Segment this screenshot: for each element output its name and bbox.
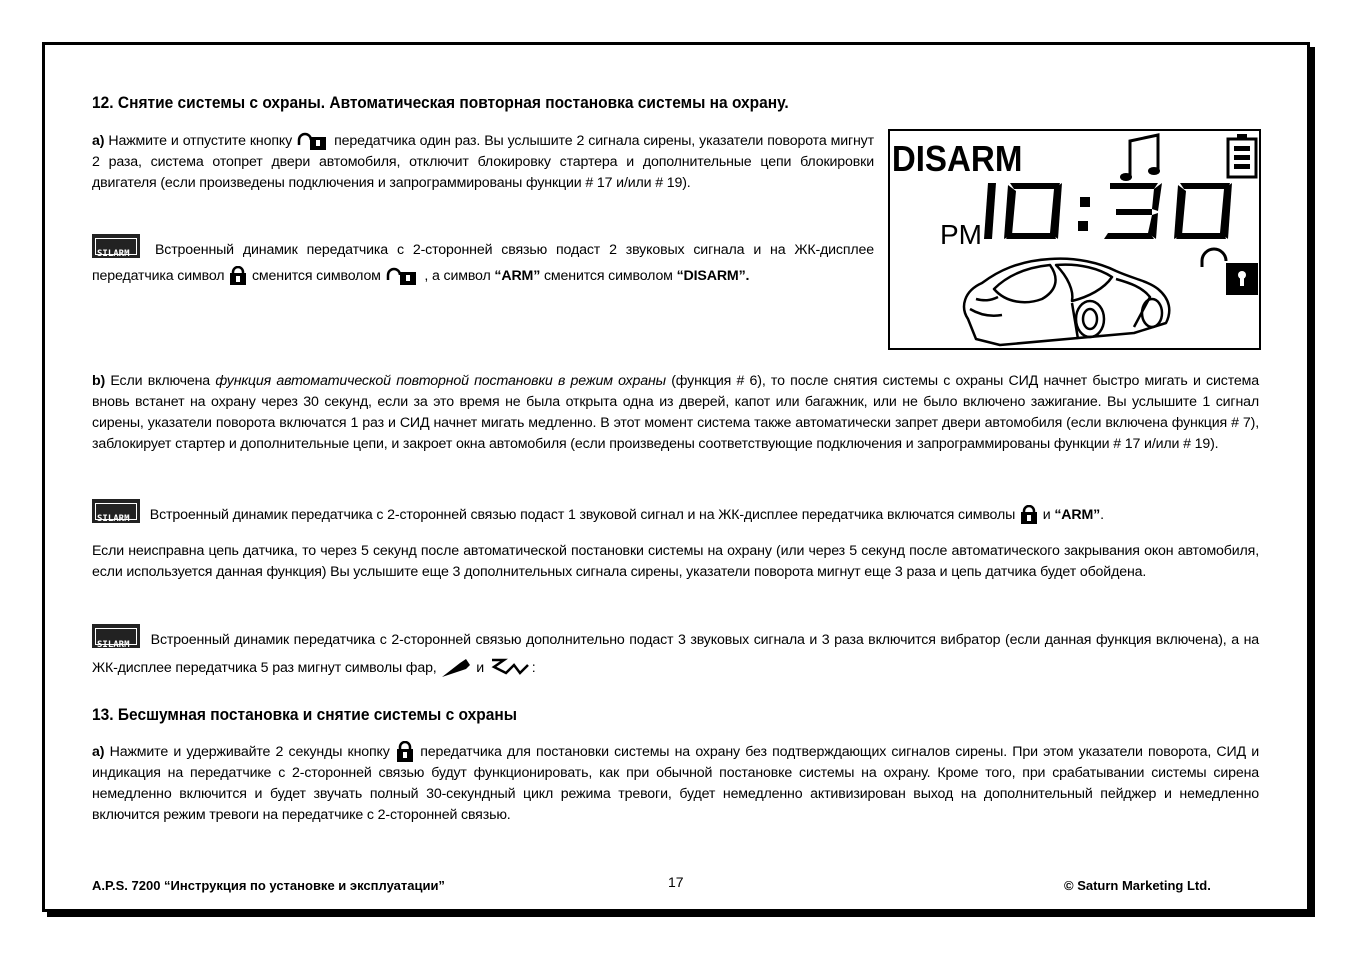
battery-icon	[1228, 134, 1256, 177]
text: Встроенный динамик передатчика с 2-сторонней связью подаст 1 звуковой сигнал и на ЖК-дисплее передатчика включатся символы	[149, 507, 1016, 523]
page-number: 17	[668, 874, 684, 890]
headlight-icon	[440, 657, 472, 679]
lcd-ampm: PM	[940, 219, 982, 250]
lock-icon	[395, 741, 415, 763]
section-13-a-paragraph	[92, 741, 1259, 826]
sensor-bypass-icon	[488, 657, 532, 679]
car-icon	[964, 259, 1169, 345]
text: Нажмите и удерживайте 2 секунды кнопку	[109, 743, 390, 760]
text: Если включена	[110, 373, 211, 389]
speaker-silarm-icon: SILARM	[92, 499, 140, 523]
label-b: b)	[92, 373, 106, 389]
music-note-icon	[1120, 135, 1160, 181]
italic-text: функция автоматической повторной постановки в режим охраны	[215, 373, 666, 389]
text: сменится символом	[251, 268, 381, 284]
text: и	[1042, 507, 1051, 523]
section-12-a-note	[92, 234, 874, 289]
unlock-icon	[296, 131, 330, 151]
text: передатчика один раз. Вы услышите 2 сигнала сирены, указатели поворота мигнут 2 раза, система отопрет двери автомобиля, отключит блокировку стартера и дополнительные цепи блокировки двигателя (если произведены подключения и запрограммированы функции # 17 и/или # 19).	[92, 133, 874, 191]
label-a: а)	[92, 743, 105, 760]
speaker-silarm-icon: SILARM	[92, 234, 140, 258]
lcd-status-text: DISARM	[891, 139, 1023, 180]
sensor-note	[92, 624, 1259, 682]
section-12-a-paragraph	[92, 131, 874, 194]
section-12-b-note	[92, 499, 1259, 528]
footer-title: A.P.S. 7200 “Инструкция по установке и эксплуатации”	[92, 878, 445, 893]
arm-text: “ARM”	[494, 268, 541, 284]
text: сменится символом	[543, 268, 673, 284]
text: Встроенный динамик передатчика с 2-сторонней связью подаст 2 звуковых сигнала и на ЖК-дисплее передатчика символ	[92, 242, 875, 284]
lcd-unlock-icon	[1202, 249, 1258, 295]
text: .	[1100, 507, 1104, 523]
section-12-heading: 12. Снятие системы с охраны. Автоматическая повторная постановка системы на охрану.	[92, 94, 789, 112]
sensor-paragraph: Если неисправна цепь датчика, то через 5 секунд после автоматической постановки системы на охрану (или через 5 секунд после автоматического закрывания окон автомобиля, если используется данная функция) Вы услышите еще 3 дополнительных сигнала сирены, указатели поворота мигнут еще 3 раза и цепь датчика будет обойдена.	[92, 543, 1259, 580]
footer-copyright: © Saturn Marketing Ltd.	[1064, 878, 1211, 893]
text: Нажмите и отпустите кнопку	[108, 133, 293, 149]
lcd-svg	[890, 131, 1259, 348]
text: и	[476, 660, 484, 676]
section-12-b-paragraph	[92, 371, 1259, 455]
lock-icon	[1019, 505, 1039, 525]
lcd-time-digits	[984, 183, 1232, 239]
text: (функция # 6), то после снятия системы с охраны СИД начнет быстро мигать и система вновь встанет на охрану через 30 секунд, если за это время не была открыта одна из дверей, капот или багажник, или не было включено зажигание. Вы услышите 1 сигнал сирены, указатели поворота включатся 1 раз и СИД начнет мигать медленно. В этот момент система также автоматически запрет двери автомобиля (если включена функция # 7), заблокирует стартер и дополнительные цепи, и закроет окна автомобиля (если произведены соответствующие подключения и запрограммированы функции # 17 и/или # 19).	[92, 373, 1259, 452]
lcd-display-illustration	[888, 129, 1261, 350]
arm-text: “ARM”	[1054, 507, 1101, 523]
text: :	[531, 660, 536, 676]
text: , а символ	[424, 268, 491, 284]
unlock-icon	[385, 266, 421, 286]
text: передатчика для постановки системы на охрану без подтверждающих сигналов сирены. При этом указатели поворота, СИД и индикация на передатчике с 2-сторонней связью будут функционировать, как при обычной постановке системы на охрану. Кроме того, при срабатывании системы сирена немедленно включится и будет звучать полный 30-секундный цикл режима тревоги, будет немедленно активизирован выход на дополнительный пейджер и немедленно включится режим тревоги на передатчике с 2-сторонней связью.	[92, 743, 1260, 823]
text: Встроенный динамик передатчика с 2-сторонней связью дополнительно подаст 3 звуковых сигнала и 3 раза включится вибратор (если данная функция включена), а на ЖК-дисплее передатчика 5 раз мигнут символы фар,	[92, 632, 1260, 676]
label-a: а)	[92, 133, 105, 149]
section-13-heading: 13. Бесшумная постановка и снятие системы с охраны	[92, 706, 517, 724]
speaker-silarm-icon: SILARM	[92, 624, 140, 648]
lock-icon	[228, 266, 248, 286]
disarm-text: “DISARM”.	[676, 268, 750, 284]
